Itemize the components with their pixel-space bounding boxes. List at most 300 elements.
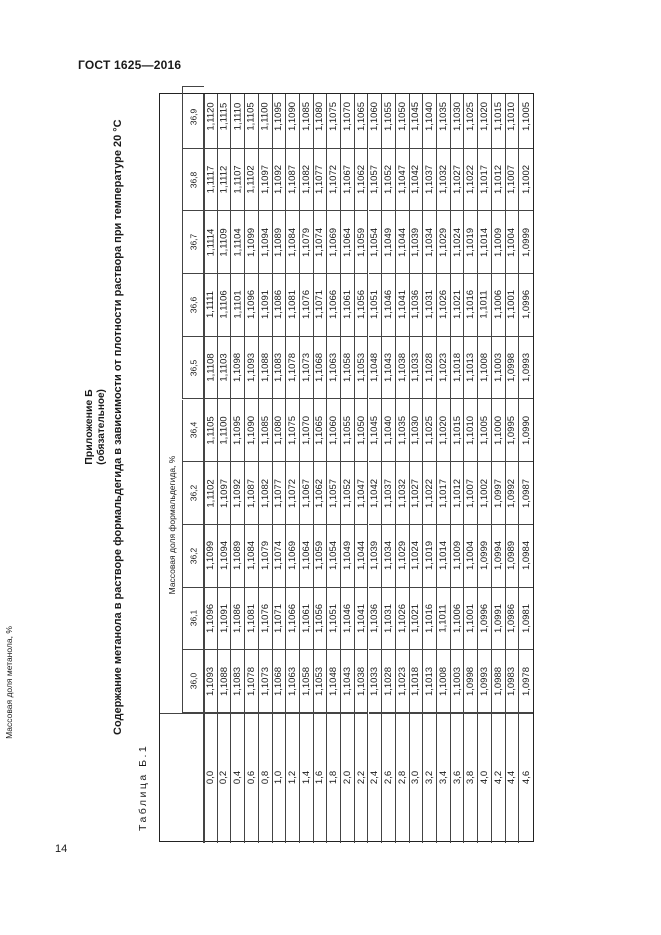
column-header [182, 650, 204, 713]
density-value: 1,1082 [300, 165, 312, 195]
methanol-cell [369, 713, 382, 841]
density-value: 1,1055 [383, 102, 395, 132]
column-header-label: 36,1 [188, 610, 199, 627]
density-value: 1,0988 [492, 666, 504, 696]
density-cell [369, 274, 382, 337]
density-cell [396, 400, 409, 463]
density-value: 1,1028 [424, 353, 436, 383]
density-cell [519, 462, 533, 525]
density-cell [437, 86, 450, 149]
density-cell [519, 525, 533, 588]
density-value: 1,1015 [492, 102, 504, 132]
density-cell [259, 588, 272, 651]
density-value: 1,1070 [341, 102, 353, 132]
density-value: 1,1043 [341, 666, 353, 696]
column-header-label: 36,6 [188, 296, 199, 314]
methanol-cell [519, 713, 533, 841]
density-cell [286, 462, 299, 525]
table-row [437, 94, 451, 843]
density-cell [519, 149, 533, 212]
density-cell [355, 462, 368, 525]
density-value: 1,1012 [451, 478, 463, 508]
density-value: 1,1063 [287, 666, 299, 696]
methanol-cell [451, 713, 464, 841]
density-cell [492, 337, 505, 400]
density-cell [273, 149, 286, 212]
density-value: 1,1022 [424, 478, 436, 508]
density-cell [382, 588, 395, 651]
density-cell [300, 462, 313, 525]
density-cell [464, 588, 477, 651]
density-cell [314, 149, 327, 212]
density-cell [300, 650, 313, 713]
density-value: 1,1111 [205, 291, 217, 319]
density-value: 1,1048 [369, 353, 381, 383]
table-row [300, 94, 314, 843]
density-cell [245, 525, 258, 588]
density-value: 1,1100 [259, 102, 271, 132]
density-value: 1,1058 [341, 353, 353, 383]
density-value: 1,1006 [492, 290, 504, 320]
column-header-label: 36,4 [188, 422, 199, 439]
density-cell [286, 337, 299, 400]
density-cell [492, 462, 505, 525]
table-row [492, 94, 506, 843]
density-value: 1,1067 [341, 165, 353, 195]
density-value: 1,1073 [259, 666, 271, 696]
density-cell [437, 400, 450, 463]
density-value: 1,1001 [465, 603, 477, 633]
density-cell [314, 211, 327, 274]
density-value: 1,1025 [465, 102, 477, 132]
methanol-value: 4,2 [492, 770, 504, 785]
methanol-cell [273, 713, 286, 841]
density-value: 1,0996 [520, 290, 532, 320]
density-value: 1,1026 [396, 603, 408, 633]
density-value: 1,1054 [328, 541, 340, 571]
density-cell [341, 211, 354, 274]
density-cell [410, 588, 423, 651]
density-value: 1,0993 [479, 666, 491, 696]
density-cell [437, 337, 450, 400]
density-value: 1,1095 [232, 415, 244, 445]
density-value: 1,1005 [479, 415, 491, 445]
density-value: 1,1039 [369, 541, 381, 571]
density-cell [300, 86, 313, 149]
methanol-value: 2,0 [341, 770, 353, 785]
table-row [464, 94, 478, 843]
density-value: 1,1045 [410, 102, 422, 132]
density-value: 1,1033 [410, 353, 422, 383]
density-value: 1,1114 [205, 228, 217, 257]
density-cell [519, 337, 533, 400]
density-cell [464, 86, 477, 149]
density-cell [218, 149, 231, 212]
density-value: 1,1103 [218, 353, 230, 382]
density-value: 1,1089 [273, 227, 285, 257]
density-cell [273, 86, 286, 149]
density-cell [478, 337, 491, 400]
density-value: 1,1026 [437, 290, 449, 320]
density-cell [327, 211, 340, 274]
density-value: 1,1015 [451, 415, 463, 445]
density-cell [396, 588, 409, 651]
density-value: 1,1053 [314, 666, 326, 696]
density-value: 1,1086 [232, 603, 244, 633]
density-value: 1,1081 [245, 603, 257, 633]
density-value: 1,1065 [314, 415, 326, 445]
density-value: 1,1071 [314, 290, 326, 320]
density-value: 1,1120 [205, 102, 217, 132]
table-row [396, 94, 410, 843]
density-value: 1,1085 [259, 415, 271, 445]
density-value: 1,1056 [314, 603, 326, 633]
density-value: 1,1040 [383, 415, 395, 445]
density-cell [506, 462, 519, 525]
density-value: 1,1083 [232, 666, 244, 696]
table-row [231, 94, 245, 843]
density-value: 1,1021 [451, 290, 463, 320]
density-value: 1,1083 [273, 353, 285, 383]
column-header-label: 36,2 [188, 547, 199, 565]
table-row [369, 94, 383, 843]
density-value: 1,1027 [451, 165, 463, 195]
table-row [355, 94, 369, 843]
density-value: 1,1064 [341, 227, 353, 257]
methanol-value: 2,4 [369, 770, 381, 785]
density-cell [396, 86, 409, 149]
density-cell [437, 274, 450, 337]
density-value: 1,1041 [355, 603, 367, 633]
density-value: 1,1010 [465, 415, 477, 445]
density-value: 1,1000 [492, 415, 504, 445]
density-value: 1,0995 [506, 415, 518, 445]
methanol-cell [396, 713, 409, 841]
column-header [182, 400, 204, 463]
density-value: 1,1042 [369, 478, 381, 508]
density-cell [382, 650, 395, 713]
density-value: 1,1013 [424, 666, 436, 696]
density-cell [286, 86, 299, 149]
density-cell [423, 149, 436, 212]
density-value: 1,1080 [314, 102, 326, 132]
column-header-label: 36,2 [188, 484, 199, 502]
density-cell [464, 400, 477, 463]
density-cell [259, 525, 272, 588]
density-cell [218, 400, 231, 463]
density-value: 1,1099 [245, 227, 257, 257]
density-cell [369, 462, 382, 525]
density-cell [286, 211, 299, 274]
density-cell [369, 211, 382, 274]
methanol-cell [355, 713, 368, 841]
density-value: 1,0991 [492, 603, 504, 633]
density-value: 1,1088 [218, 666, 230, 696]
column-header-label: 36,0 [188, 672, 199, 690]
density-value: 1,1104 [232, 228, 244, 257]
density-cell [519, 650, 533, 713]
density-value: 1,1081 [287, 290, 299, 320]
column-header-label: 36,8 [188, 171, 199, 188]
density-cell [327, 650, 340, 713]
methanol-value: 4,4 [506, 770, 518, 785]
density-cell [478, 86, 491, 149]
density-cell [382, 211, 395, 274]
density-cell [286, 149, 299, 212]
density-value: 1,1089 [232, 541, 244, 571]
density-cell [245, 211, 258, 274]
density-cell [423, 462, 436, 525]
density-value: 1,1088 [259, 353, 271, 383]
density-value: 1,1022 [465, 165, 477, 195]
density-value: 1,1087 [287, 165, 299, 195]
density-value: 1,1092 [232, 478, 244, 508]
density-cell [205, 274, 217, 337]
density-value: 1,0984 [520, 541, 532, 571]
density-value: 1,1016 [465, 290, 477, 320]
density-cell [341, 337, 354, 400]
density-cell [396, 650, 409, 713]
density-cell [478, 211, 491, 274]
density-cell [451, 211, 464, 274]
density-cell [205, 337, 217, 400]
density-cell [410, 149, 423, 212]
density-cell [218, 650, 231, 713]
density-value: 1,1018 [451, 353, 463, 383]
density-cell [341, 274, 354, 337]
density-cell [410, 86, 423, 149]
methanol-value: 0,4 [232, 770, 244, 785]
density-cell [259, 337, 272, 400]
density-value: 1,1097 [259, 165, 271, 195]
methanol-value: 3,6 [451, 770, 463, 785]
density-cell [464, 525, 477, 588]
density-cell [205, 462, 217, 525]
density-value: 1,1078 [287, 353, 299, 383]
appendix-note: (обязательное) [96, 389, 107, 465]
density-value: 1,1069 [328, 227, 340, 257]
density-cell [382, 274, 395, 337]
density-value: 1,1071 [273, 603, 285, 633]
methanol-cell [314, 713, 327, 841]
density-value: 1,0993 [520, 353, 532, 383]
methanol-value: 1,2 [287, 770, 299, 785]
density-cell [396, 211, 409, 274]
density-value: 1,1079 [300, 227, 312, 257]
density-cell [341, 525, 354, 588]
density-value: 1,1046 [341, 603, 353, 633]
density-cell [382, 400, 395, 463]
table-row [519, 94, 533, 843]
density-value: 1,1027 [410, 478, 422, 508]
density-cell [231, 462, 244, 525]
density-cell [300, 525, 313, 588]
density-value: 1,1059 [355, 227, 367, 257]
density-value: 1,1035 [437, 102, 449, 132]
density-value: 1,1048 [328, 666, 340, 696]
table-row [245, 94, 259, 843]
density-value: 1,1106 [218, 290, 230, 320]
density-value: 1,1072 [287, 478, 299, 508]
density-cell [506, 588, 519, 651]
density-cell [506, 86, 519, 149]
density-cell [273, 211, 286, 274]
density-value: 1,1014 [479, 227, 491, 257]
table-row [273, 94, 287, 843]
methanol-cell [437, 713, 450, 841]
density-cell [396, 149, 409, 212]
density-cell [478, 400, 491, 463]
density-cell [492, 149, 505, 212]
density-value: 1,1050 [396, 102, 408, 132]
methanol-value: 2,6 [383, 770, 395, 785]
density-value: 1,1096 [205, 603, 217, 633]
density-cell [451, 86, 464, 149]
density-cell [327, 337, 340, 400]
density-cell [231, 149, 244, 212]
density-value: 1,1085 [300, 102, 312, 132]
density-value: 1,1105 [245, 102, 257, 132]
density-cell [437, 588, 450, 651]
density-cell [369, 337, 382, 400]
density-value: 1,1091 [259, 290, 271, 320]
methanol-value: 0,8 [259, 770, 271, 785]
density-cell [259, 149, 272, 212]
density-cell [519, 211, 533, 274]
density-value: 1,1049 [383, 227, 395, 257]
density-cell [519, 400, 533, 463]
density-cell [231, 86, 244, 149]
density-value: 1,1037 [383, 478, 395, 508]
density-cell [218, 588, 231, 651]
density-cell [382, 337, 395, 400]
density-cell [369, 650, 382, 713]
density-value: 1,1039 [410, 227, 422, 257]
density-cell [327, 588, 340, 651]
density-value: 1,1091 [218, 603, 230, 633]
density-cell [423, 650, 436, 713]
density-cell [410, 274, 423, 337]
density-cell [314, 650, 327, 713]
density-value: 1,1030 [451, 102, 463, 132]
density-cell [423, 400, 436, 463]
density-cell [245, 400, 258, 463]
density-value: 1,1093 [245, 353, 257, 383]
density-cell [492, 86, 505, 149]
density-cell [355, 525, 368, 588]
density-cell [396, 274, 409, 337]
density-value: 1,1041 [396, 290, 408, 320]
methanol-cell [492, 713, 505, 841]
density-cell [492, 525, 505, 588]
methanol-cell [341, 713, 354, 841]
density-cell [341, 86, 354, 149]
density-cell [273, 525, 286, 588]
density-cell [314, 588, 327, 651]
density-value: 1,1036 [369, 603, 381, 633]
density-cell [423, 525, 436, 588]
column-header [182, 525, 204, 588]
density-value: 1,1001 [506, 290, 518, 320]
density-value: 1,1049 [341, 541, 353, 571]
density-value: 1,1107 [232, 165, 244, 194]
density-cell [396, 462, 409, 525]
density-cell [355, 274, 368, 337]
density-value: 1,1094 [218, 541, 230, 571]
density-value: 1,1057 [328, 478, 340, 508]
density-value: 1,1003 [451, 666, 463, 696]
density-value: 1,1011 [437, 604, 449, 633]
density-cell [410, 211, 423, 274]
density-value: 1,1052 [383, 165, 395, 195]
density-table [159, 93, 534, 842]
table-row [259, 94, 273, 843]
density-cell [410, 337, 423, 400]
table-row [286, 94, 300, 843]
density-value: 1,1024 [410, 541, 422, 571]
density-cell [327, 400, 340, 463]
density-value: 1,1065 [355, 102, 367, 132]
density-cell [245, 149, 258, 212]
density-cell [218, 525, 231, 588]
density-cell [341, 462, 354, 525]
density-value: 1,1042 [410, 165, 422, 195]
density-cell [300, 337, 313, 400]
density-value: 1,1084 [287, 227, 299, 257]
column-header [182, 337, 204, 400]
density-value: 1,1090 [245, 415, 257, 445]
density-cell [245, 650, 258, 713]
density-value: 1,1034 [383, 541, 395, 571]
density-value: 1,1092 [273, 165, 285, 195]
column-header-label: 36,9 [188, 109, 199, 126]
density-value: 1,1028 [383, 666, 395, 696]
density-value: 1,1009 [451, 541, 463, 571]
density-value: 1,0997 [492, 478, 504, 508]
methanol-cell [300, 713, 313, 841]
density-value: 1,1087 [245, 478, 257, 508]
density-cell [314, 462, 327, 525]
density-cell [382, 525, 395, 588]
density-value: 1,1090 [287, 102, 299, 132]
density-value: 1,0987 [520, 478, 532, 508]
density-value: 1,1076 [259, 603, 271, 633]
density-value: 1,1062 [314, 478, 326, 508]
density-value: 1,1059 [314, 541, 326, 571]
density-value: 1,1108 [205, 353, 217, 382]
density-cell [355, 149, 368, 212]
density-cell [519, 274, 533, 337]
density-cell [341, 588, 354, 651]
density-cell [341, 400, 354, 463]
density-cell [286, 274, 299, 337]
density-cell [437, 525, 450, 588]
density-cell [382, 462, 395, 525]
density-value: 1,1086 [273, 290, 285, 320]
density-value: 1,1006 [451, 603, 463, 633]
density-value: 1,1094 [259, 227, 271, 257]
methanol-value: 2,2 [355, 770, 367, 785]
density-value: 1,1115 [218, 103, 230, 131]
density-value: 1,1017 [437, 478, 449, 508]
density-value: 1,1102 [245, 165, 257, 194]
methanol-cell [259, 713, 272, 841]
density-value: 1,1105 [205, 416, 217, 445]
density-cell [451, 149, 464, 212]
density-value: 1,1029 [396, 541, 408, 571]
density-cell [273, 650, 286, 713]
density-cell [478, 525, 491, 588]
